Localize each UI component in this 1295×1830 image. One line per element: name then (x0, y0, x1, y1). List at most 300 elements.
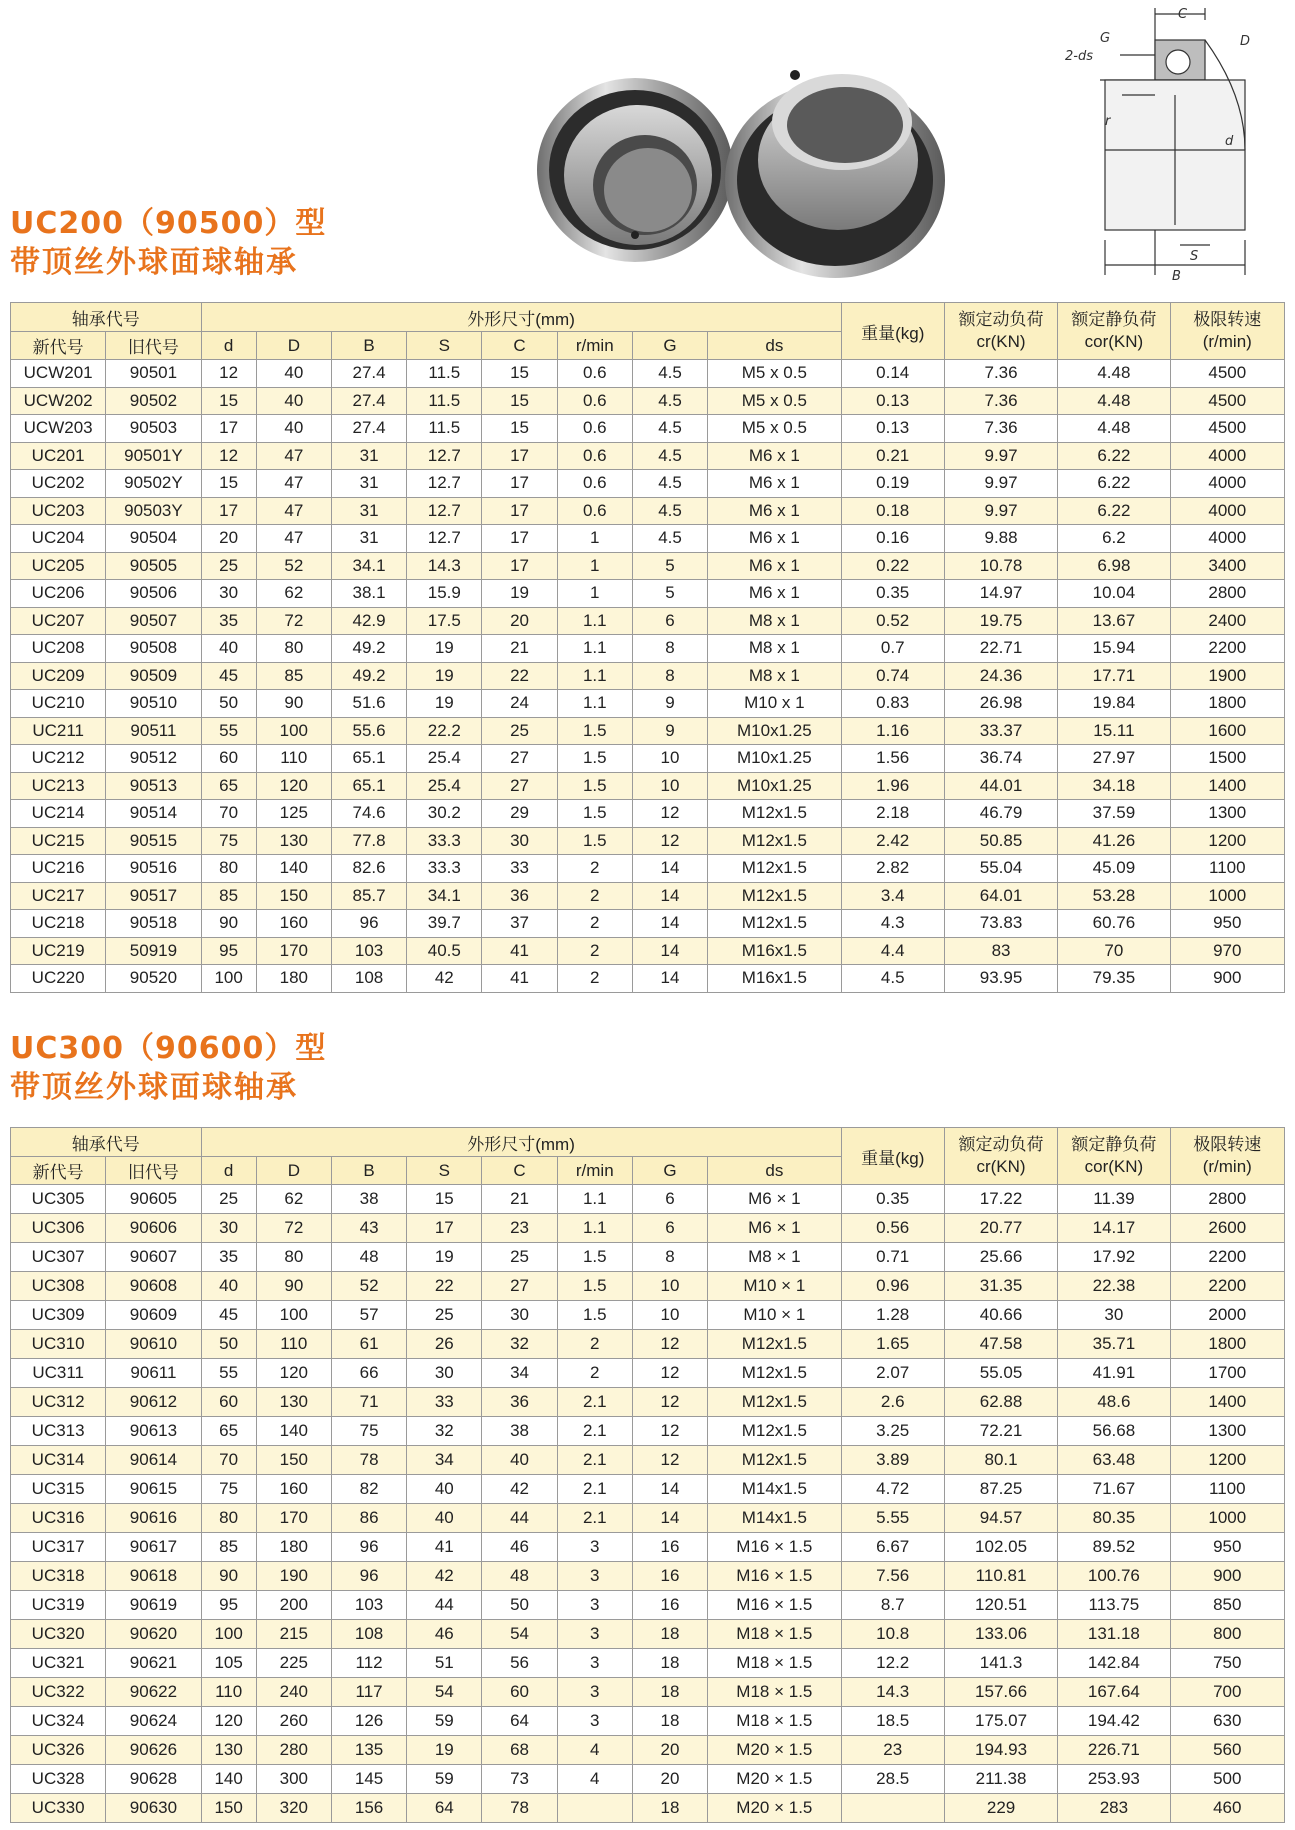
table-cell: 23 (482, 1214, 557, 1243)
table-cell: 125 (256, 800, 331, 828)
table-cell: UC218 (11, 910, 106, 938)
table-cell: 133.06 (944, 1620, 1057, 1649)
table-cell: 24 (482, 690, 557, 718)
table-cell: 2 (557, 937, 632, 965)
table-row (11, 882, 1285, 910)
table-cell: 0.6 (557, 387, 632, 415)
table-cell: 280 (256, 1736, 331, 1765)
table-cell: 60.76 (1058, 910, 1170, 938)
table-cell: 15 (482, 387, 557, 415)
table-cell: 80 (256, 635, 331, 663)
table-cell: 31 (331, 497, 406, 525)
table-cell: 229 (944, 1794, 1057, 1823)
table-cell: 60 (201, 745, 256, 773)
header-dimensions: 外形尺寸(mm) (201, 1128, 841, 1157)
table-cell: 57 (331, 1301, 406, 1330)
table-cell: 3 (557, 1620, 632, 1649)
table-cell: UC207 (11, 607, 106, 635)
table-cell: 25 (482, 717, 557, 745)
table-cell: 65.1 (331, 772, 406, 800)
table-cell: 18 (632, 1649, 707, 1678)
header-dim-ds: ds (708, 1157, 841, 1185)
table-cell: 25 (201, 1185, 256, 1214)
table-cell: 130 (256, 827, 331, 855)
table-row (11, 635, 1285, 663)
table-cell: 61 (331, 1330, 406, 1359)
table-cell: 40.5 (407, 937, 482, 965)
table-cell: UCW203 (11, 415, 106, 443)
table-cell: 16 (632, 1591, 707, 1620)
table-cell: 260 (256, 1707, 331, 1736)
table-cell: 30 (482, 827, 557, 855)
table-cell: 25.4 (407, 745, 482, 773)
table-cell: 2.6 (841, 1388, 944, 1417)
table-cell: 180 (256, 1533, 331, 1562)
table-cell: 75 (331, 1417, 406, 1446)
table-cell: 41 (407, 1533, 482, 1562)
table-cell: 1.1 (557, 1214, 632, 1243)
table-row (11, 1533, 1285, 1562)
table-cell: 170 (256, 1504, 331, 1533)
table-cell: M18 × 1.5 (708, 1649, 841, 1678)
table-row (11, 1214, 1285, 1243)
table-cell: 8 (632, 1243, 707, 1272)
table-cell: UC210 (11, 690, 106, 718)
table-row (11, 1765, 1285, 1794)
table-cell: 36 (482, 882, 557, 910)
table-cell: 30 (201, 580, 256, 608)
table-cell: 12.2 (841, 1649, 944, 1678)
table-cell: 0.16 (841, 525, 944, 553)
table-cell: 12 (632, 800, 707, 828)
table-cell: UC216 (11, 855, 106, 883)
table-cell: 17 (482, 497, 557, 525)
table-cell: 20 (632, 1736, 707, 1765)
table-cell: 130 (201, 1736, 256, 1765)
table-cell: 85 (201, 1533, 256, 1562)
table-cell: 18 (632, 1678, 707, 1707)
table-cell: 27.97 (1058, 745, 1170, 773)
table-cell (557, 1794, 632, 1823)
table-row (11, 360, 1285, 388)
table-cell: 85.7 (331, 882, 406, 910)
table-cell: 130 (256, 1388, 331, 1417)
table-cell: 7.36 (944, 387, 1057, 415)
table-cell: 17 (201, 497, 256, 525)
table-cell: 83 (944, 937, 1057, 965)
table-cell: 2 (557, 882, 632, 910)
table-cell: 90513 (106, 772, 201, 800)
table-cell: 1.5 (557, 717, 632, 745)
table-cell: 79.35 (1058, 965, 1170, 993)
table-cell: 33 (407, 1388, 482, 1417)
header-dynamic-load: 额定动负荷 cr(KN) (944, 303, 1057, 360)
table-cell: 1100 (1170, 1475, 1284, 1504)
table-cell: 45 (201, 662, 256, 690)
table-cell: 42 (482, 1475, 557, 1504)
table-cell: 12.7 (407, 497, 482, 525)
table-cell: 32 (407, 1417, 482, 1446)
table-row (11, 1330, 1285, 1359)
table-row (11, 937, 1285, 965)
table-cell: 18 (632, 1620, 707, 1649)
table-cell: 1.16 (841, 717, 944, 745)
table-cell: 170 (256, 937, 331, 965)
table-cell: 4.5 (841, 965, 944, 993)
table-cell: 1.1 (557, 690, 632, 718)
table-cell: 18 (632, 1794, 707, 1823)
header-static-load: 额定静负荷 cor(KN) (1058, 303, 1170, 360)
table-cell: 87.25 (944, 1475, 1057, 1504)
table-cell: 15.9 (407, 580, 482, 608)
table-cell: 1700 (1170, 1359, 1284, 1388)
table-cell: 14 (632, 910, 707, 938)
header-dim-C: C (482, 332, 557, 360)
table-cell: M10 x 1 (708, 690, 841, 718)
table-cell: 34.1 (331, 552, 406, 580)
table-cell: 59 (407, 1765, 482, 1794)
table-cell: M12x1.5 (708, 800, 841, 828)
table-cell: 64 (407, 1794, 482, 1823)
table-cell: 16 (632, 1533, 707, 1562)
table-cell: 71.67 (1058, 1475, 1170, 1504)
table-cell: 60 (201, 1388, 256, 1417)
table-cell: UC204 (11, 525, 106, 553)
table-cell: 80 (256, 1243, 331, 1272)
table-cell: 90520 (106, 965, 201, 993)
table-cell: 47 (256, 470, 331, 498)
table-cell: 0.83 (841, 690, 944, 718)
header-dynamic-load: 额定动负荷 cr(KN) (944, 1128, 1057, 1185)
table-cell: 18.5 (841, 1707, 944, 1736)
table-cell: UC213 (11, 772, 106, 800)
table-cell: 14 (632, 965, 707, 993)
table-cell: 26 (407, 1330, 482, 1359)
table-cell: 3.25 (841, 1417, 944, 1446)
table-cell: 1.5 (557, 800, 632, 828)
table-cell: 120.51 (944, 1591, 1057, 1620)
table-cell: 102.05 (944, 1533, 1057, 1562)
table-cell: 460 (1170, 1794, 1284, 1823)
table-cell: 3400 (1170, 552, 1284, 580)
table-cell: 113.75 (1058, 1591, 1170, 1620)
table-cell: 4.5 (632, 442, 707, 470)
table-row (11, 1736, 1285, 1765)
table-cell: 0.6 (557, 415, 632, 443)
table-cell: 48 (482, 1562, 557, 1591)
table-cell: 14.97 (944, 580, 1057, 608)
table-cell: 31 (331, 525, 406, 553)
table-cell: 40 (256, 360, 331, 388)
table-cell: 2200 (1170, 1272, 1284, 1301)
table-cell: 72.21 (944, 1417, 1057, 1446)
table-cell: 30 (1058, 1301, 1170, 1330)
table-cell: 9 (632, 717, 707, 745)
header-dim-B: B (331, 332, 406, 360)
table-cell: 37.59 (1058, 800, 1170, 828)
table-cell: 283 (1058, 1794, 1170, 1823)
table-cell: 320 (256, 1794, 331, 1823)
table-cell: 11.39 (1058, 1185, 1170, 1214)
table-cell: 47 (256, 525, 331, 553)
table-cell: 40 (407, 1475, 482, 1504)
table-cell: 3 (557, 1591, 632, 1620)
table-cell: 15.11 (1058, 717, 1170, 745)
table-row (11, 800, 1285, 828)
table-cell: 82.6 (331, 855, 406, 883)
table-cell: 34.18 (1058, 772, 1170, 800)
table-cell: 36.74 (944, 745, 1057, 773)
table-cell: 43 (331, 1214, 406, 1243)
table-cell: 28.5 (841, 1765, 944, 1794)
table-cell: 3 (557, 1649, 632, 1678)
table-cell: 1.96 (841, 772, 944, 800)
table-cell: 50 (482, 1591, 557, 1620)
header-dim-d: d (201, 1157, 256, 1185)
table-cell: 1 (557, 580, 632, 608)
table-cell: 51.6 (331, 690, 406, 718)
table-cell: 21 (482, 635, 557, 663)
table-cell: 145 (331, 1765, 406, 1794)
table-cell: 11.5 (407, 415, 482, 443)
table-cell: 140 (201, 1765, 256, 1794)
table-cell: 21 (482, 1185, 557, 1214)
table-cell: 50 (201, 690, 256, 718)
table-cell: 110.81 (944, 1562, 1057, 1591)
table-cell: UC211 (11, 717, 106, 745)
table-cell: 63.48 (1058, 1446, 1170, 1475)
table-cell: M20 × 1.5 (708, 1794, 841, 1823)
table-cell: 72 (256, 1214, 331, 1243)
table-cell: 150 (256, 1446, 331, 1475)
table-cell: 41.26 (1058, 827, 1170, 855)
table-cell: 14 (632, 855, 707, 883)
table-cell: 65.1 (331, 745, 406, 773)
header-limit-speed: 极限转速 (r/min) (1170, 1128, 1284, 1185)
table-cell: 46 (482, 1533, 557, 1562)
table-cell: 0.56 (841, 1214, 944, 1243)
table-cell: 131.18 (1058, 1620, 1170, 1649)
table-cell: 1200 (1170, 827, 1284, 855)
table-cell: 0.35 (841, 580, 944, 608)
table-cell: UC208 (11, 635, 106, 663)
table-cell: UC205 (11, 552, 106, 580)
table-cell: 2000 (1170, 1301, 1284, 1330)
table-cell: 27 (482, 745, 557, 773)
table-cell: 27.4 (331, 360, 406, 388)
table-cell: 34.1 (407, 882, 482, 910)
label-G: G (1100, 31, 1111, 46)
section-title-uc300 (10, 1030, 326, 1108)
table-cell: 33.37 (944, 717, 1057, 745)
table-row (11, 965, 1285, 993)
table-cell: 300 (256, 1765, 331, 1794)
table-cell: 9.97 (944, 470, 1057, 498)
table-cell: 90605 (106, 1185, 201, 1214)
table-cell: 253.93 (1058, 1765, 1170, 1794)
table-cell: UC209 (11, 662, 106, 690)
header-old-code: 旧代号 (106, 1157, 201, 1185)
table-cell (841, 1794, 944, 1823)
table-cell: 90503 (106, 415, 201, 443)
table-cell: 33.3 (407, 855, 482, 883)
table-cell: 90508 (106, 635, 201, 663)
table-cell: M6 x 1 (708, 497, 841, 525)
title-line1: UC200（90500）型 (10, 206, 327, 241)
table-cell: 70 (201, 1446, 256, 1475)
table-cell: 52 (331, 1272, 406, 1301)
table-cell: 85 (256, 662, 331, 690)
table-cell: UC330 (11, 1794, 106, 1823)
title-line1: UC300（90600）型 (10, 1031, 327, 1066)
table-cell: 140 (256, 855, 331, 883)
table-cell: 90606 (106, 1214, 201, 1243)
table-cell: 2 (557, 965, 632, 993)
header-dim-B: B (331, 1157, 406, 1185)
table-cell: 90509 (106, 662, 201, 690)
table-cell: 45.09 (1058, 855, 1170, 883)
table-cell: 180 (256, 965, 331, 993)
table-cell: 4.3 (841, 910, 944, 938)
table-cell: 2 (557, 1330, 632, 1359)
table-row (11, 1388, 1285, 1417)
table-cell: UCW202 (11, 387, 106, 415)
table-cell: 94.57 (944, 1504, 1057, 1533)
table-cell: 17.22 (944, 1185, 1057, 1214)
table-cell: M14x1.5 (708, 1475, 841, 1504)
table-cell: 44 (482, 1504, 557, 1533)
table-cell: 126 (331, 1707, 406, 1736)
table-cell: 90501Y (106, 442, 201, 470)
table-cell: 25.66 (944, 1243, 1057, 1272)
table-cell: 90611 (106, 1359, 201, 1388)
table-cell: 2.1 (557, 1475, 632, 1504)
table-cell: 12 (632, 1388, 707, 1417)
table-cell: 82 (331, 1475, 406, 1504)
table-cell: M12x1.5 (708, 827, 841, 855)
table-cell: 40 (256, 415, 331, 443)
table-cell: 3.4 (841, 882, 944, 910)
table-cell: 65 (201, 772, 256, 800)
table-cell: 37 (482, 910, 557, 938)
table-cell: 3 (557, 1562, 632, 1591)
table-cell: 6 (632, 607, 707, 635)
table-cell: 38 (482, 1417, 557, 1446)
table-cell: 9.88 (944, 525, 1057, 553)
table-cell: 80.1 (944, 1446, 1057, 1475)
table-cell: 45 (201, 1301, 256, 1330)
table-cell: 4.48 (1058, 415, 1170, 443)
table-cell: 90518 (106, 910, 201, 938)
table-cell: 17 (482, 442, 557, 470)
table-row (11, 1185, 1285, 1214)
table-cell: 215 (256, 1620, 331, 1649)
table-cell: 2.82 (841, 855, 944, 883)
table-cell: M12x1.5 (708, 1446, 841, 1475)
table-cell: 78 (482, 1794, 557, 1823)
table-cell: 90504 (106, 525, 201, 553)
header-weight: 重量(kg) (841, 1128, 944, 1185)
header-dimensions: 外形尺寸(mm) (201, 303, 841, 332)
table-cell: 75 (201, 1475, 256, 1504)
table-cell: 96 (331, 1562, 406, 1591)
table-cell: UC322 (11, 1678, 106, 1707)
table-cell: 86 (331, 1504, 406, 1533)
table-cell: 17 (407, 1214, 482, 1243)
table-cell: 90 (256, 690, 331, 718)
table-cell: M10x1.25 (708, 772, 841, 800)
table-cell: 160 (256, 910, 331, 938)
table-cell: 80.35 (1058, 1504, 1170, 1533)
table-cell: 140 (256, 1417, 331, 1446)
table-row (11, 580, 1285, 608)
table-row (11, 607, 1285, 635)
table-cell: 90 (201, 1562, 256, 1591)
table-cell: 3.89 (841, 1446, 944, 1475)
table-cell: 38 (331, 1185, 406, 1214)
table-cell: M16 × 1.5 (708, 1591, 841, 1620)
table-cell: 190 (256, 1562, 331, 1591)
table-cell: 19 (407, 1736, 482, 1765)
table-cell: 10 (632, 745, 707, 773)
table-cell: 5.55 (841, 1504, 944, 1533)
table-cell: 1500 (1170, 745, 1284, 773)
table-cell: 1.28 (841, 1301, 944, 1330)
table-cell: 8 (632, 662, 707, 690)
table-cell: 19.84 (1058, 690, 1170, 718)
table-cell: 12 (632, 1417, 707, 1446)
table-cell: UC206 (11, 580, 106, 608)
table-cell: 12 (632, 827, 707, 855)
table-cell: 2200 (1170, 1243, 1284, 1272)
table-cell: 0.18 (841, 497, 944, 525)
table-cell: 10 (632, 1272, 707, 1301)
table-cell: 12 (201, 360, 256, 388)
table-cell: 56.68 (1058, 1417, 1170, 1446)
table-cell: 40 (407, 1504, 482, 1533)
table-cell: 6 (632, 1185, 707, 1214)
table-cell: 5 (632, 552, 707, 580)
table-cell: M8 x 1 (708, 635, 841, 663)
table-cell: 2.1 (557, 1504, 632, 1533)
header-dim-D: D (256, 332, 331, 360)
table-cell: 90516 (106, 855, 201, 883)
table-cell: 32 (482, 1330, 557, 1359)
table-cell: 30 (407, 1359, 482, 1388)
table-cell: 194.93 (944, 1736, 1057, 1765)
table-cell: UC319 (11, 1591, 106, 1620)
table-row (11, 717, 1285, 745)
table-cell: 90512 (106, 745, 201, 773)
table-cell: 15 (482, 360, 557, 388)
table-cell: 2400 (1170, 607, 1284, 635)
table-cell: UC315 (11, 1475, 106, 1504)
table-cell: 47.58 (944, 1330, 1057, 1359)
table-cell: 4.5 (632, 470, 707, 498)
table-cell: 60 (482, 1678, 557, 1707)
table-cell: 900 (1170, 965, 1284, 993)
table-cell: 19 (407, 635, 482, 663)
table-cell: 12.7 (407, 470, 482, 498)
table-cell: M6 x 1 (708, 470, 841, 498)
table-cell: M6 x 1 (708, 580, 841, 608)
table-cell: M8 x 1 (708, 662, 841, 690)
table-cell: 80 (201, 1504, 256, 1533)
table-row (11, 827, 1285, 855)
table-cell: 25 (482, 1243, 557, 1272)
table-cell: 1.5 (557, 745, 632, 773)
table-row (11, 1504, 1285, 1533)
